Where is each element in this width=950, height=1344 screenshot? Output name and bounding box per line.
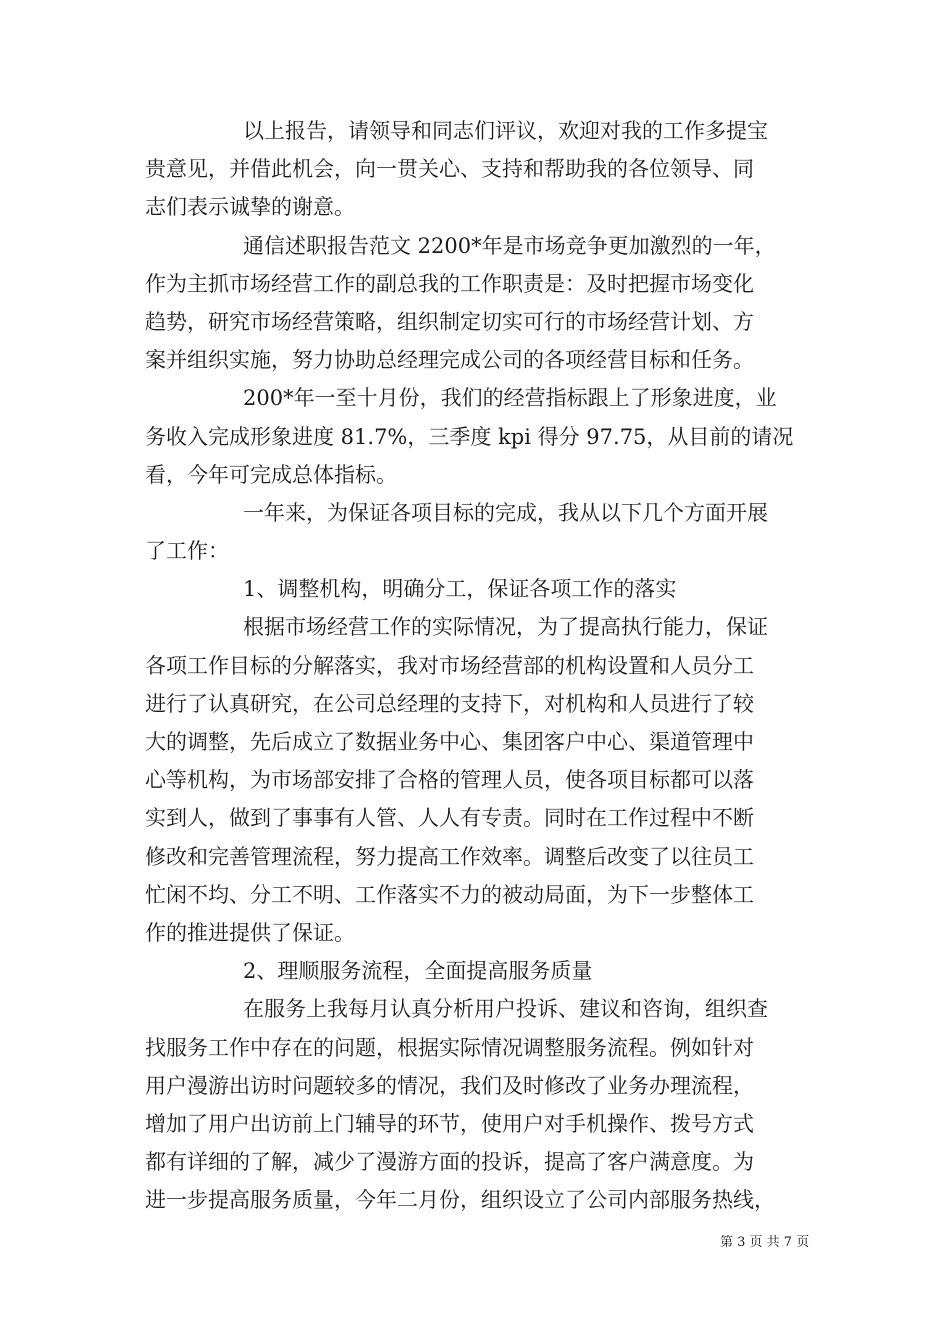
text-line: 1、调整机构，明确分工，保证各项工作的落实	[243, 577, 677, 602]
text-line: 进行了认真研究，在公司总经理的支持下，对机构和人员进行了较	[145, 691, 754, 716]
text-line: 在服务上我每月认真分析用户投诉、建议和咨询，组织查	[243, 997, 768, 1022]
text-line: 心等机构，为市场部安排了合格的管理人员，使各项目标都可以落	[145, 768, 754, 793]
text-line: 各项工作目标的分解落实，我对市场经营部的机构设置和人员分工	[145, 653, 754, 678]
text-line: 作为主抓市场经营工作的副总我的工作职责是：及时把握市场变化	[145, 271, 754, 296]
text-line: 200*年一至十月份，我们的经营指标跟上了形象进度，业	[243, 386, 777, 411]
page-number-footer: 第 3 页 共 7 页	[720, 1235, 810, 1250]
text-line: 一年来，为保证各项目标的完成，我从以下几个方面开展	[243, 500, 768, 525]
text-line: 案并组织实施，努力协助总经理完成公司的各项经营目标和任务。	[145, 348, 754, 373]
text-line: 忙闲不均、分工不明、工作落实不力的被动局面，为下一步整体工	[145, 882, 754, 907]
text-line: 趋势，研究市场经营策略，组织制定切实可行的市场经营计划、方	[145, 309, 754, 334]
text-line: 务收入完成形象进度 81.7%，三季度 kpi 得分 97.75，从目前的请况	[145, 424, 794, 449]
text-line: 实到人，做到了事事有人管、人人有专责。同时在工作过程中不断	[145, 806, 754, 831]
text-line: 修改和完善管理流程，努力提高工作效率。调整后改变了以往员工	[145, 844, 754, 869]
text-line: 志们表示诚挚的谢意。	[145, 195, 355, 220]
text-line: 用户漫游出访时问题较多的情况，我们及时修改了业务办理流程，	[145, 1073, 754, 1098]
text-line: 以上报告，请领导和同志们评议，欢迎对我的工作多提宝	[243, 119, 768, 143]
text-line: 进一步提高服务质量，今年二月份，组织设立了公司内部服务热线，	[145, 1188, 775, 1213]
text-line: 了工作：	[145, 539, 229, 564]
text-line: 大的调整，先后成立了数据业务中心、集团客户中心、渠道管理中	[145, 730, 754, 754]
text-line: 作的推进提供了保证。	[145, 920, 355, 945]
text-line: 都有详细的了解，减少了漫游方面的投诉，提高了客户满意度。为	[145, 1150, 754, 1175]
document-body	[145, 112, 810, 1219]
text-line: 看，今年可完成总体指标。	[145, 462, 397, 487]
text-line: 增加了用户出访前上门辅导的环节，使用户对手机操作、拨号方式	[145, 1111, 754, 1136]
text-line: 通信述职报告范文 2200*年是市场竞争更加激烈的一年，	[243, 233, 776, 258]
text-line: 根据市场经营工作的实际情况，为了提高执行能力，保证	[243, 615, 768, 640]
text-line: 2、理顺服务流程，全面提高服务质量	[243, 959, 593, 984]
text-line: 贵意见，并借此机会，向一贯关心、支持和帮助我的各位领导、同	[145, 157, 754, 182]
text-line: 找服务工作中存在的问题，根据实际情况调整服务流程。例如针对	[145, 1035, 754, 1060]
